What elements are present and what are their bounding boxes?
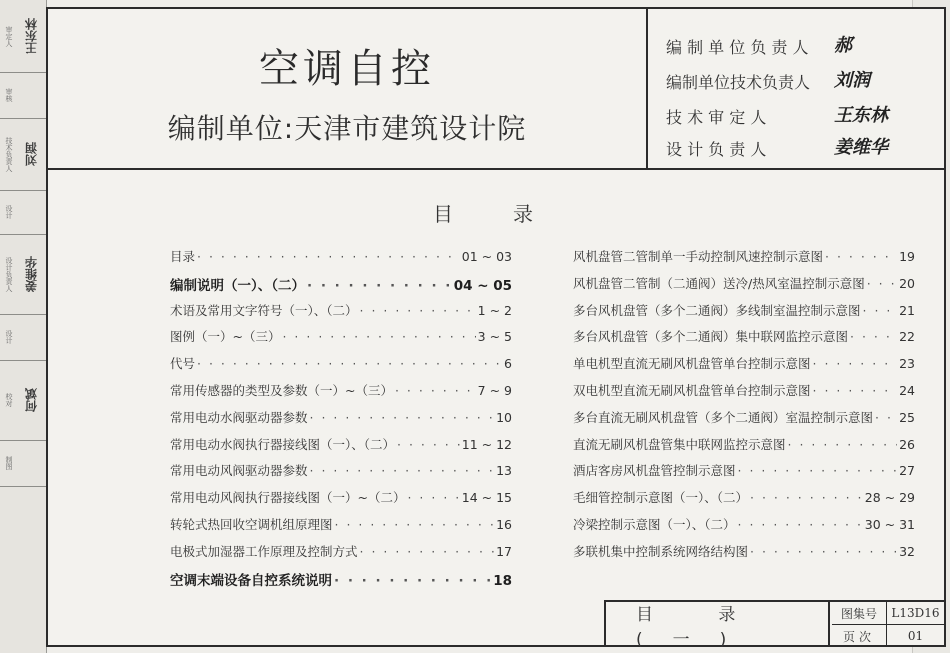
toc-leader-dots: [850, 329, 897, 344]
contents-left-column: [170, 247, 512, 595]
toc-leader-dots: [867, 276, 897, 291]
strip-cell: [0, 360, 46, 441]
signature: 刘润: [834, 70, 870, 91]
toc-entry-title: 常用电动风阀执行器接线图（一）~（二）: [170, 490, 406, 506]
toc-entry-title: 常用电动风阀驱动器参数: [170, 463, 308, 479]
strip-cell: [0, 72, 46, 119]
toc-entry-title: 冷梁控制示意图（一）、（二）: [573, 516, 736, 532]
title-block: [604, 600, 946, 650]
strip-signature: [20, 190, 42, 234]
toc-leader-dots: [750, 490, 863, 505]
strip-cell-label: 设计负责人: [5, 256, 13, 292]
page-number: 01: [907, 629, 924, 643]
toc-leader-dots: [407, 490, 459, 505]
strip-cell: [0, 118, 46, 191]
toc-leader-dots: [395, 383, 476, 398]
toc-leader-dots: [738, 463, 898, 478]
toc-entry[interactable]: [170, 542, 512, 569]
toc-leader-dots: [863, 303, 898, 318]
toc-entry-page: 27: [899, 463, 915, 479]
toc-leader-dots: [310, 463, 495, 478]
strip-cell: [0, 234, 46, 315]
toc-entry-page: 23: [899, 356, 915, 372]
toc-entry[interactable]: [573, 435, 915, 462]
toc-entry-page: 32: [899, 543, 915, 559]
toc-entry[interactable]: [573, 381, 915, 408]
toc-entry[interactable]: [170, 381, 512, 408]
toc-entry[interactable]: [573, 274, 915, 301]
toc-entry[interactable]: [170, 354, 512, 381]
toc-entry-title: 代号: [170, 356, 196, 372]
toc-entry-title: 电极式加湿器工作原理及控制方式: [170, 543, 358, 559]
strip-cell-label: 设计: [5, 205, 13, 219]
toc-entry[interactable]: [573, 408, 915, 435]
signature: 郝: [834, 35, 852, 56]
toc-entry[interactable]: [170, 274, 512, 301]
atlas-number-label: 图集号: [832, 602, 887, 625]
toc-entry-title: 多台风机盘管（多个二通阀）集中联网监控示意图: [573, 329, 849, 345]
toc-entry-page: 18: [493, 572, 512, 589]
responsible-role: 技 术 审 定 人: [666, 108, 767, 127]
toc-leader-dots: [197, 356, 502, 371]
toc-entry-title: 常用电动水阀执行器接线图（一）、（二）: [170, 436, 396, 452]
toc-entry-title: 空调末端设备自控系统说明: [170, 572, 332, 589]
responsible-row: [666, 101, 936, 131]
toc-entry-title: 直流无刷风机盘管集中联网监控示意图: [573, 436, 786, 452]
strip-cell: [0, 190, 46, 235]
toc-entry-title: 风机盘管二管制单一手动控制风速控制示意图: [573, 249, 824, 264]
compiling-unit: 编制单位:天津市建筑设计院: [167, 112, 527, 145]
contents-heading: 目录: [433, 202, 593, 226]
toc-entry-page: 3 ~ 5: [477, 329, 512, 345]
strip-signature: [20, 440, 42, 486]
responsible-row: [666, 31, 936, 61]
toc-entry-title: 常用电动水阀驱动器参数: [170, 409, 308, 425]
strip-cell-label: 设计: [5, 330, 13, 344]
toc-entry-page: 16: [496, 516, 512, 532]
toc-entry-page: 19: [899, 249, 915, 264]
strip-signature: 姜维华: [24, 256, 39, 292]
toc-entry[interactable]: [170, 461, 512, 488]
toc-entry[interactable]: [573, 354, 915, 381]
strip-signature: 何斌: [24, 388, 39, 412]
toc-entry-page: 24: [899, 382, 915, 398]
toc-entry[interactable]: [170, 435, 512, 462]
responsible-role: 编 制 单 位 负 责 人: [666, 38, 809, 57]
toc-leader-dots: [750, 544, 897, 559]
toc-leader-dots: [197, 249, 460, 264]
toc-leader-dots: [397, 437, 460, 452]
responsible-row: [666, 133, 936, 163]
strip-cell-label: 技术负责人: [5, 136, 13, 172]
strip-cell: [0, 440, 46, 487]
toc-entry[interactable]: [573, 301, 915, 328]
toc-entry[interactable]: [573, 488, 915, 515]
toc-entry-page: 01 ~ 03: [461, 249, 512, 264]
toc-entry-page: 22: [899, 329, 915, 345]
drawing-name: 目 录 (一): [606, 602, 830, 647]
toc-entry-title: 目录: [170, 249, 196, 264]
toc-entry[interactable]: [573, 542, 915, 569]
toc-entry[interactable]: [170, 488, 512, 515]
toc-entry-page: 14 ~ 15: [461, 490, 512, 506]
toc-entry-page: 20: [899, 275, 915, 291]
toc-entry-page: 1 ~ 2: [477, 302, 512, 318]
toc-entry-page: 21: [899, 302, 915, 318]
toc-entry-title: 编制说明（一）、（二）: [170, 277, 305, 294]
toc-entry-title: 风机盘管二管制（二通阀）送冷/热风室温控制示意图: [573, 275, 865, 291]
atlas-number: L13D16: [887, 602, 944, 625]
header-block: [48, 9, 944, 170]
strip-cell-label: 审定人: [5, 25, 13, 47]
strip-signature: [20, 72, 42, 118]
toc-entry[interactable]: [170, 408, 512, 435]
toc-entry-title: 多台直流无刷风机盘管（多个二通阀）室温控制示意图: [573, 409, 874, 425]
strip-cell: [0, 314, 46, 361]
toc-leader-dots: [788, 437, 898, 452]
toc-entry-page: 11 ~ 12: [461, 436, 512, 452]
toc-leader-dots: [360, 544, 495, 559]
strip-cell-label: 审核: [5, 88, 13, 102]
toc-entry-title: 转轮式热回收空调机组原理图: [170, 516, 333, 532]
strip-signature: [20, 314, 42, 360]
toc-entry-page: 17: [496, 543, 512, 559]
strip-cell: [0, 0, 46, 73]
toc-entry-title: 多台风机盘管（多个二通阀）多线制室温控制示意图: [573, 302, 861, 318]
drawing-frame: [46, 7, 946, 650]
signature: 姜维华: [834, 137, 888, 158]
toc-entry[interactable]: [170, 327, 512, 354]
contents-right-column: [573, 247, 915, 569]
page-number-label: 页次: [832, 625, 887, 647]
toc-entry-page: 7 ~ 9: [477, 382, 512, 398]
toc-entry-page: 10: [496, 409, 512, 425]
toc-leader-dots: [813, 356, 898, 371]
signature: 王东林: [834, 105, 888, 126]
toc-leader-dots: [310, 410, 495, 425]
toc-entry-page: 26: [899, 436, 915, 452]
toc-entry-title: 双电机型直流无刷风机盘管单台控制示意图: [573, 382, 811, 398]
strip-signature: 刘润: [24, 142, 39, 166]
toc-entry-title: 单电机型直流无刷风机盘管单台控制示意图: [573, 356, 811, 372]
toc-entry-page: 25: [899, 409, 915, 425]
responsible-role: 编制单位技术负责人: [666, 73, 811, 92]
toc-entry-title: 术语及常用文字符号（一）、（二）: [170, 302, 358, 318]
toc-entry-page: 6: [504, 356, 512, 372]
toc-entry[interactable]: [573, 461, 915, 488]
toc-entry-page: 28 ~ 29: [864, 490, 915, 506]
responsible-row: [666, 66, 936, 96]
toc-leader-dots: [360, 303, 476, 318]
toc-entry[interactable]: [170, 301, 512, 328]
toc-entry-title: 图例（一）~（三）: [170, 329, 281, 345]
toc-leader-dots: [813, 383, 898, 398]
toc-leader-dots: [307, 278, 452, 294]
responsible-role: 设 计 负 责 人: [666, 140, 767, 159]
title-area: [48, 9, 648, 168]
toc-leader-dots: [875, 410, 897, 425]
toc-entry[interactable]: [170, 569, 512, 596]
atlas-title: 空调自控: [259, 46, 435, 92]
toc-entry-page: 13: [496, 463, 512, 479]
binding-strip: [0, 0, 47, 653]
responsibility-panel: [648, 9, 944, 168]
strip-signature: 王东林: [24, 18, 39, 54]
strip-cell-label: 制图: [5, 456, 13, 470]
toc-entry-page: 04 ~ 05: [453, 277, 512, 294]
toc-entry-page: 30 ~ 31: [864, 516, 915, 532]
toc-entry-title: 常用传感器的类型及参数（一）~（三）: [170, 382, 393, 398]
toc-leader-dots: [334, 573, 491, 589]
toc-entry-title: 毛细管控制示意图（一）、（二）: [573, 490, 749, 506]
toc-entry[interactable]: [573, 247, 915, 274]
toc-entry[interactable]: [573, 327, 915, 354]
toc-entry[interactable]: [170, 515, 512, 542]
toc-leader-dots: [282, 329, 475, 344]
toc-entry-title: 酒店客房风机盘管控制示意图: [573, 463, 736, 479]
strip-cell-label: 校对: [5, 393, 13, 407]
toc-entry[interactable]: [573, 515, 915, 542]
toc-leader-dots: [335, 517, 495, 532]
toc-entry-title: 多联机集中控制系统网络结构图: [573, 543, 749, 559]
toc-leader-dots: [825, 249, 897, 264]
toc-entry[interactable]: [170, 247, 512, 274]
toc-leader-dots: [738, 517, 863, 532]
